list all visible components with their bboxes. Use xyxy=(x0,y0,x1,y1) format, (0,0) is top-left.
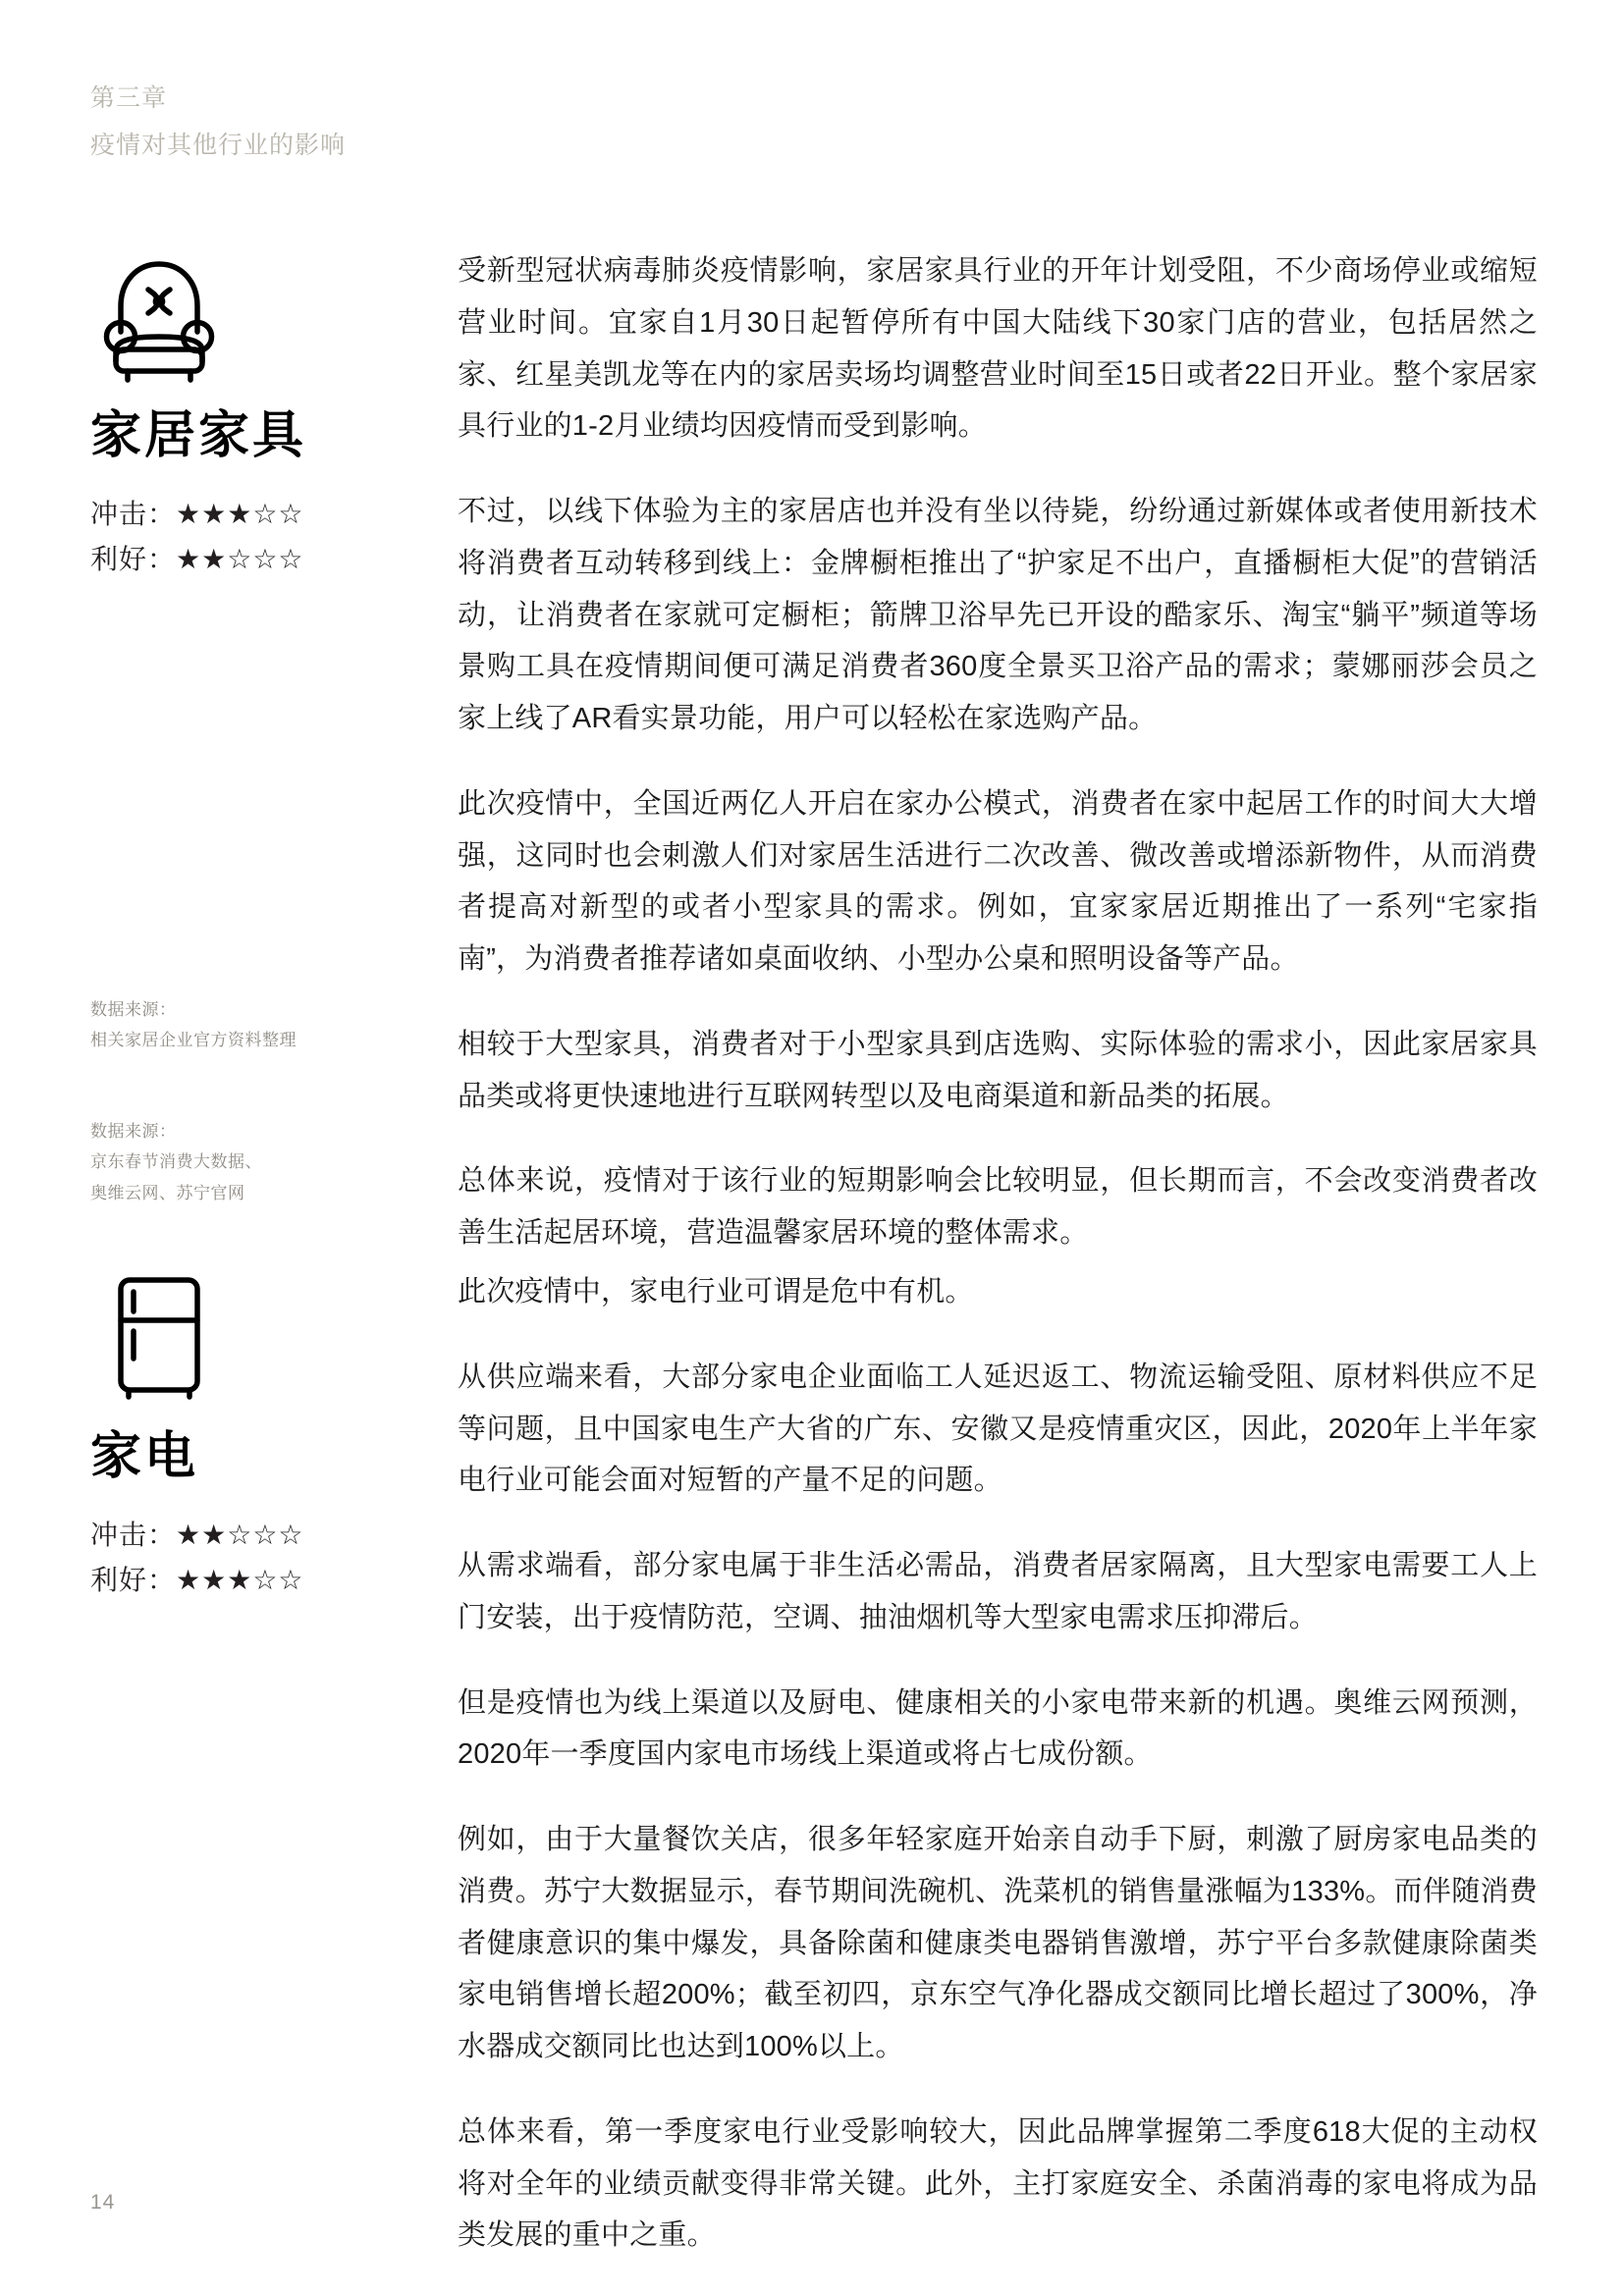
rating-list xyxy=(90,1513,424,1603)
refrigerator-icon xyxy=(90,1266,228,1404)
paragraph: 从需求端看，部分家电属于非生活必需品，消费者居家隔离，且大型家电需要工人上门安装，出于疫情防范，空调、抽油烟机等大型家电需求压抑滞后。 xyxy=(458,1550,1538,1633)
rating-stars: ★★☆☆☆ xyxy=(176,1520,304,1551)
paragraph: 此次疫情中，全国近两亿人开启在家办公模式，消费者在家中起居工作的时间大大增强，这同时也会刺激人们对家居生活进行二次改善、微改善或增添新物件，从而消费者提高对新型的或者小型家具的需求。例如，宜家家居近期推出了一系列“宅家指南”，为消费者推荐诸如桌面收纳、小型办公桌和照明设备等产品。 xyxy=(458,787,1538,976)
paragraph: 总体来看，第一季度家电行业受影响较大，因此品牌掌握第二季度618大促的主动权将对全年的业绩贡献变得非常关键。此外，主打家庭安全、杀菌消毒的家电将成为品类发展的重中之重。 xyxy=(458,2115,1538,2252)
paragraph: 从供应端来看，大部分家电企业面临工人延迟返工、物流运输受阻、原材料供应不足等问题，且中国家电生产大省的广东、安徽又是疫情重灾区，因此，2020年上半年家电行业可能会面对短暂的产量不足的问题。 xyxy=(458,1361,1538,1497)
chapter-title: 疫情对其他行业的影响 xyxy=(90,132,347,160)
source-value: 相关家居企业官方资料整理 xyxy=(90,1031,297,1050)
section-body xyxy=(458,1266,1538,2262)
rating-label: 利好： xyxy=(90,1565,177,1596)
source-note-home-appliance xyxy=(90,1116,444,1208)
paragraph: 此次疫情中，家电行业可谓是危中有机。 xyxy=(458,1276,974,1308)
rating-label: 冲击： xyxy=(90,1520,177,1551)
rating-list xyxy=(90,492,424,582)
source-value: 奥维云网、苏宁官网 xyxy=(90,1183,245,1202)
section-body xyxy=(458,245,1538,1259)
rating-stars: ★★★☆☆ xyxy=(176,499,304,530)
section-title: 家居家具 xyxy=(90,407,307,464)
paragraph: 不过，以线下体验为主的家居店也并没有坐以待毙，纷纷通过新媒体或者使用新技术将消费者互动转移到线上：金牌橱柜推出了“护家足不出户，直播橱柜大促”的营销活动，让消费者在家就可定橱柜；箭牌卫浴早先已开设的酷家乐、淘宝“躺平”频道等场景购工具在疫情期间便可满足消费者360度全景买卫浴产品的需求；蒙娜丽莎会员之家上线了AR看实景功能，用户可以轻松在家选购产品。 xyxy=(458,496,1538,735)
armchair-icon xyxy=(90,245,228,383)
paragraph: 但是疫情也为线上渠道以及厨电、健康相关的小家电带来新的机遇。奥维云网预测，2020年一季度国内家电市场线上渠道或将占七成份额。 xyxy=(458,1686,1538,1771)
section-title: 家电 xyxy=(90,1428,199,1485)
rating-row-benefit xyxy=(90,537,424,582)
source-label: 数据来源： xyxy=(90,1122,177,1141)
source-label: 数据来源： xyxy=(90,1000,177,1019)
source-value: 京东春节消费大数据、 xyxy=(90,1152,262,1172)
source-note-home-furniture xyxy=(90,994,444,1056)
rating-label: 利好： xyxy=(90,544,177,575)
section-sidebar xyxy=(90,245,424,583)
rating-row-impact xyxy=(90,1513,424,1558)
paragraph: 相较于大型家具，消费者对于小型家具到店选购、实际体验的需求小，因此家居家具品类或将更快速地进行互联网转型以及电商渠道和新品类的拓展。 xyxy=(458,1028,1538,1112)
rating-row-impact xyxy=(90,492,424,537)
rating-stars: ★★☆☆☆ xyxy=(176,544,304,575)
rating-stars: ★★★☆☆ xyxy=(176,1565,304,1596)
chapter-number: 第三章 xyxy=(90,84,168,112)
section-sidebar xyxy=(90,1266,424,1604)
page-header xyxy=(90,80,346,164)
paragraph: 总体来说，疫情对于该行业的短期影响会比较明显，但长期而言，不会改变消费者改善生活起居环境，营造温馨家居环境的整体需求。 xyxy=(458,1165,1538,1250)
paragraph: 受新型冠状病毒肺炎疫情影响，家居家具行业的开年计划受阻，不少商场停业或缩短营业时间。宜家自1月30日起暂停所有中国大陆线下30家门店的营业，包括居然之家、红星美凯龙等在内的家居卖场均调整营业时间至15日或者22日开业。整个家居家具行业的1-2月业绩均因疫情而受到影响。 xyxy=(458,255,1538,443)
rating-row-benefit xyxy=(90,1558,424,1603)
page-number: 14 xyxy=(90,2191,116,2214)
paragraph: 例如，由于大量餐饮关店，很多年轻家庭开始亲自动手下厨，刺激了厨房家电品类的消费。苏宁大数据显示，春节期间洗碗机、洗菜机的销售量涨幅为133%。而伴随消费者健康意识的集中爆发，具备除菌和健康类电器销售激增，苏宁平台多款健康除菌类家电销售增长超200%；截至初四，京东空气净化器成交额同比增长超过了300%，净水器成交额同比也达到100%以上。 xyxy=(458,1824,1538,2063)
rating-label: 冲击： xyxy=(90,499,177,530)
